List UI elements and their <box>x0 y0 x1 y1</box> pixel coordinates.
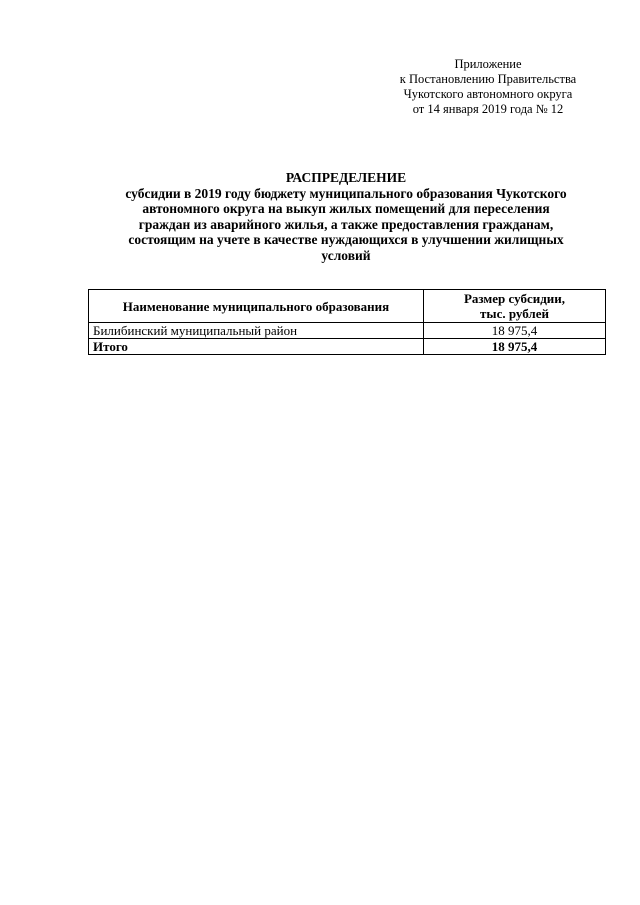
document-heading <box>78 170 614 263</box>
table-header-row <box>89 290 606 323</box>
total-label: Итого <box>89 339 424 355</box>
distribution-table <box>88 289 606 355</box>
annex-line: Приложение <box>454 57 522 71</box>
heading-line: граждан из аварийного жилья, а также предоставления гражданам, <box>138 216 554 232</box>
annex-line: к Постановлению Правительства <box>399 72 577 86</box>
heading-line: условий <box>321 247 371 263</box>
header-amount-line1: Размер субсидии, <box>463 291 566 306</box>
total-amount: 18 975,4 <box>424 339 606 355</box>
heading-line: состоящим на учете в качестве нуждающихся в улучшении жилищных <box>128 232 564 247</box>
annex-line: Чукотского автономного округа <box>403 87 573 101</box>
table-row <box>89 323 606 339</box>
header-name: Наименование муниципального образования <box>89 290 424 323</box>
heading-line: автономного округа на выкуп жилых помещений для переселения <box>142 201 550 216</box>
row-amount: 18 975,4 <box>424 323 606 339</box>
row-name: Билибинский муниципальный район <box>89 323 424 339</box>
annex-block <box>388 57 588 117</box>
header-amount-line2: тыс. рублей <box>480 306 549 321</box>
heading-line: субсидии в 2019 году бюджету муниципального образования Чукотского <box>125 185 567 201</box>
heading-title: РАСПРЕДЕЛЕНИЕ <box>285 170 407 185</box>
header-amount <box>424 290 606 323</box>
table-total-row <box>89 339 606 355</box>
annex-line: от 14 января 2019 года № 12 <box>412 102 564 116</box>
